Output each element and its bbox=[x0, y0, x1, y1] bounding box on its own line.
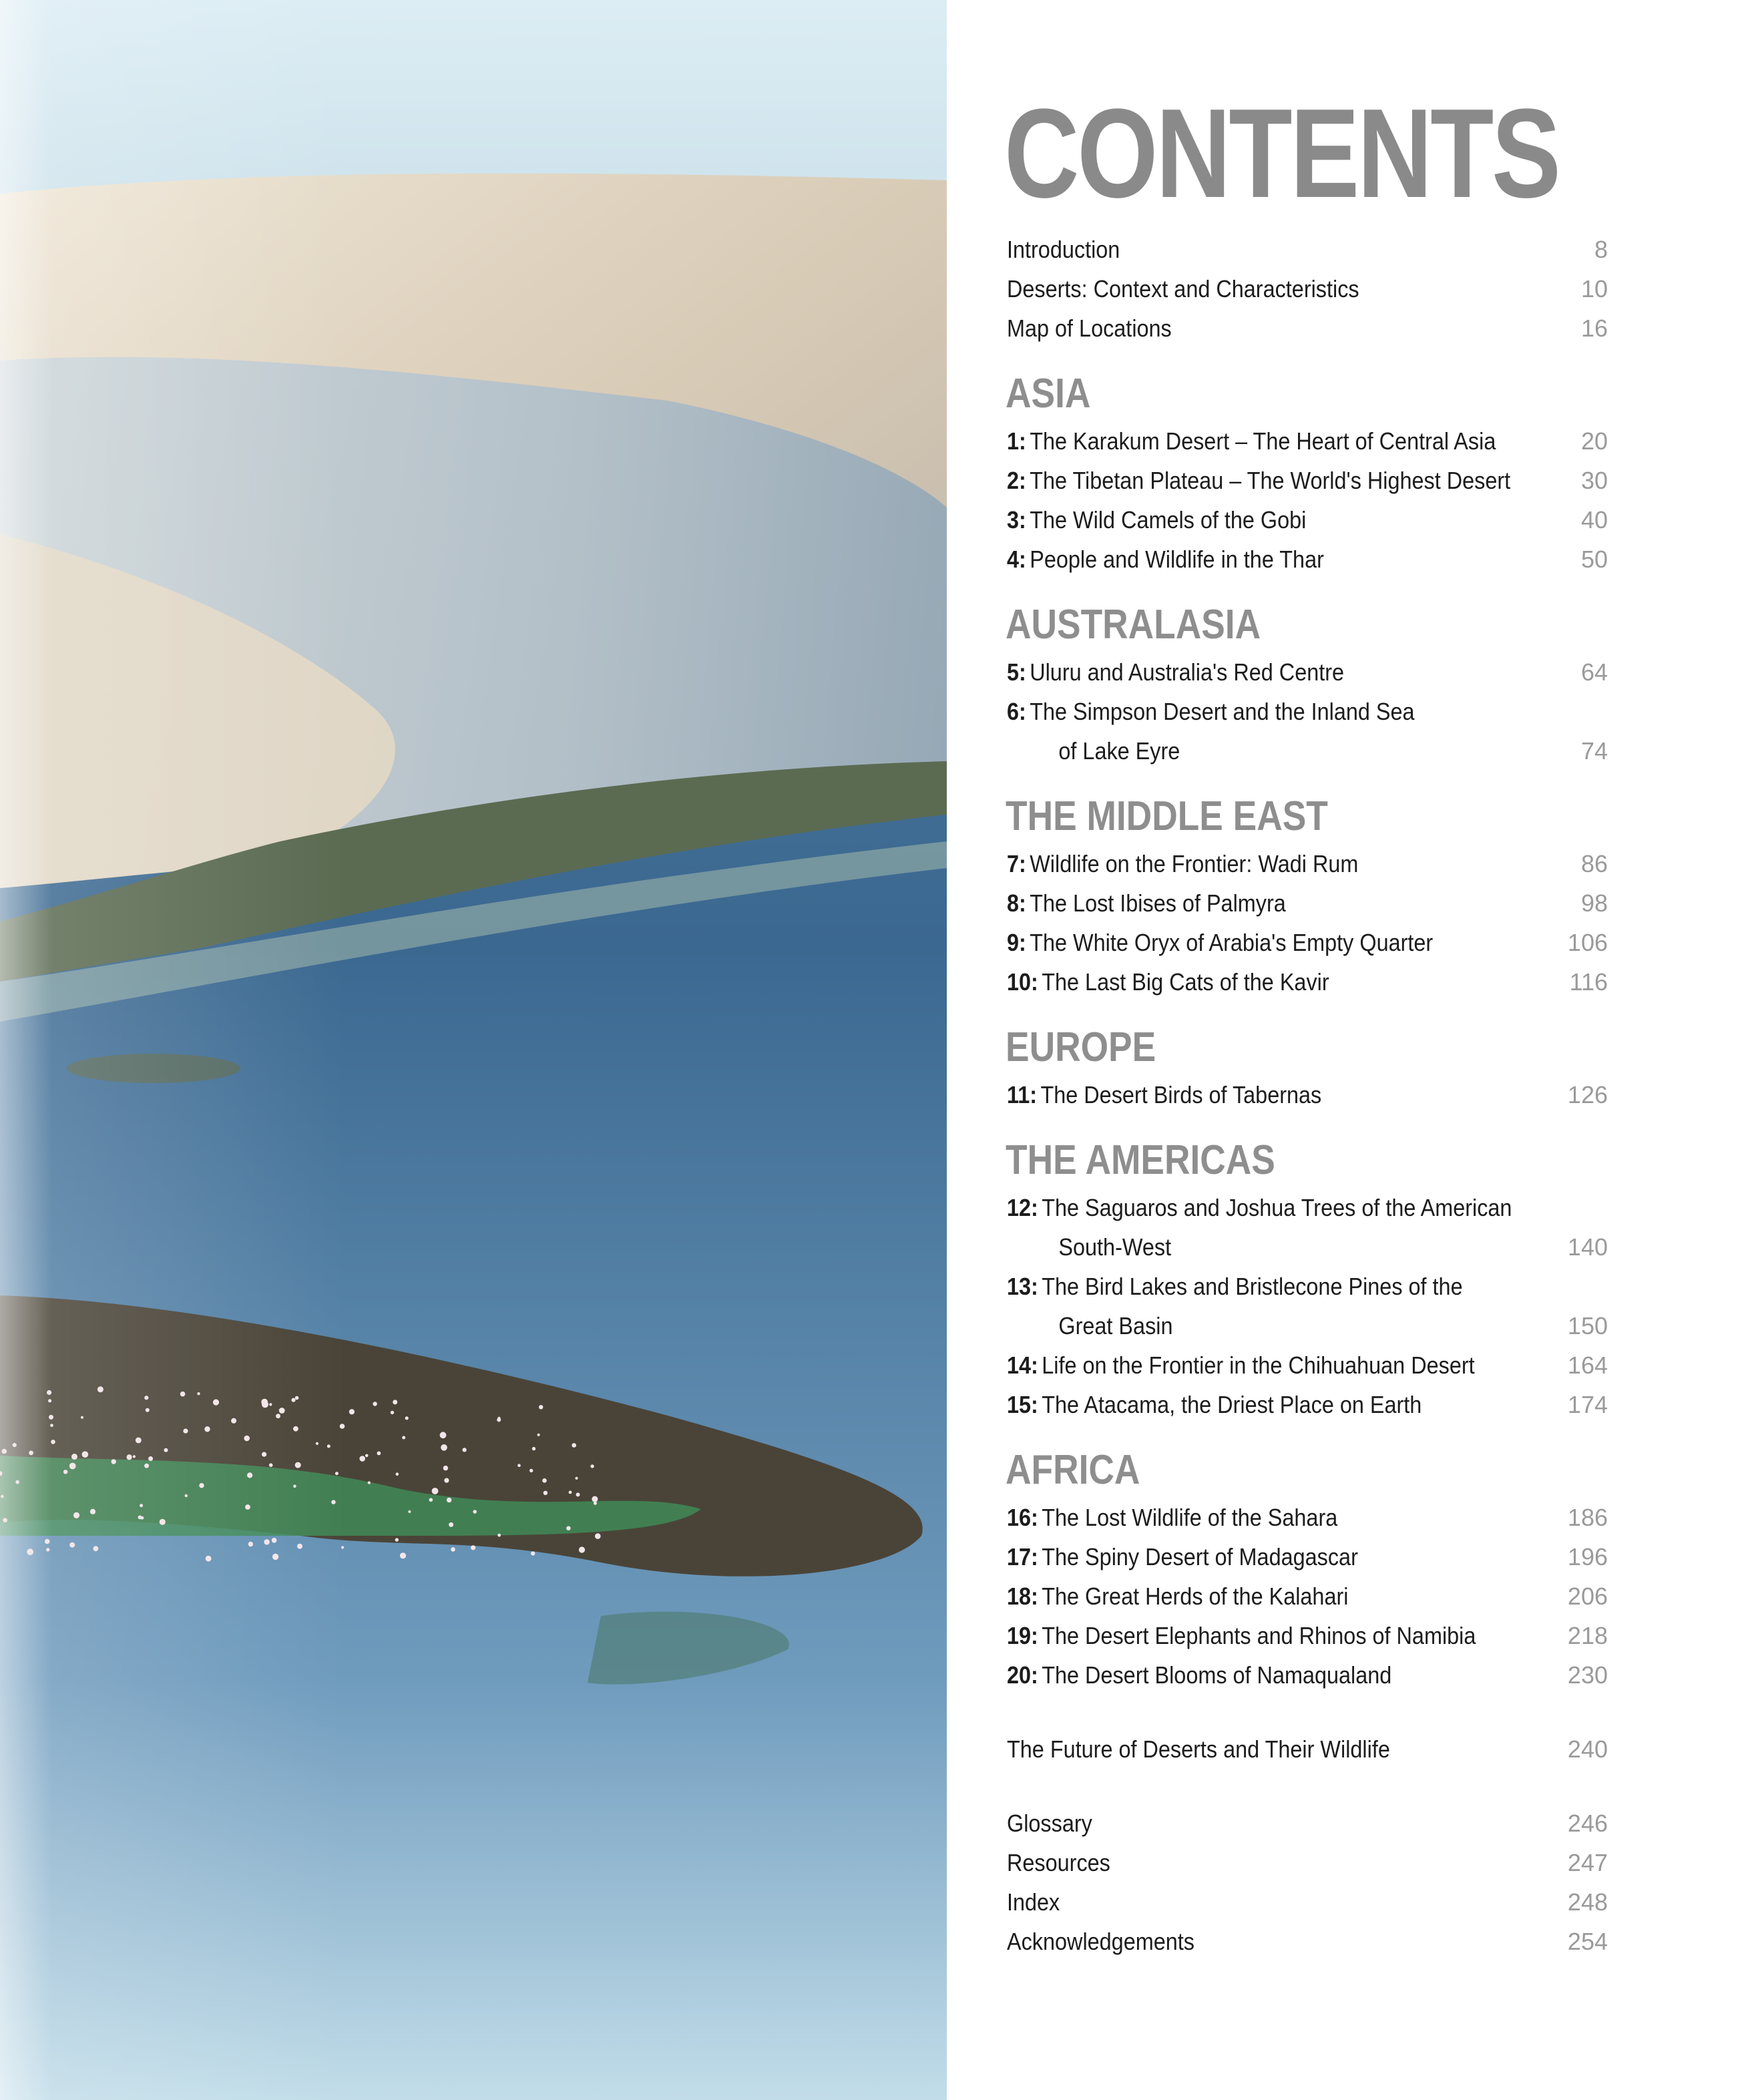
toc-entry[interactable] bbox=[1007, 883, 1608, 923]
flamingo-speck bbox=[269, 1463, 273, 1467]
flamingo-speck bbox=[531, 1551, 535, 1555]
flamingo-speck bbox=[27, 1548, 33, 1555]
toc-entry-page: 8 bbox=[1594, 236, 1608, 263]
flamingo-speck bbox=[393, 1400, 397, 1404]
toc-entry[interactable] bbox=[1007, 1729, 1608, 1769]
flamingo-speck bbox=[244, 1436, 250, 1442]
toc-entry-page: 116 bbox=[1569, 968, 1608, 996]
flamingo-speck bbox=[443, 1466, 448, 1470]
toc-entry[interactable] bbox=[1007, 1498, 1608, 1537]
flamingo-speck bbox=[569, 1491, 572, 1494]
flamingo-speck bbox=[136, 1438, 142, 1444]
toc-entry-label: The Tibetan Plateau – The World's Highest Desert bbox=[1030, 467, 1511, 494]
flamingo-speck bbox=[69, 1542, 75, 1548]
flamingo-speck bbox=[48, 1399, 51, 1402]
toc-entry-page: 98 bbox=[1580, 889, 1608, 917]
flamingo-speck bbox=[81, 1416, 83, 1419]
toc-entry-label: of Lake Eyre bbox=[1058, 737, 1180, 765]
chapter-number: 7: bbox=[1007, 850, 1026, 877]
toc-entry-page: 30 bbox=[1580, 467, 1608, 494]
flamingo-speck bbox=[261, 1399, 268, 1406]
toc-entry-page: 164 bbox=[1567, 1351, 1608, 1379]
toc-entry[interactable] bbox=[1007, 1537, 1608, 1577]
flamingo-speck bbox=[247, 1472, 252, 1478]
flamingo-speck bbox=[391, 1411, 394, 1414]
toc-entry-page: 254 bbox=[1567, 1928, 1608, 1955]
flamingo-speck bbox=[440, 1432, 447, 1438]
toc-entry-continuation[interactable] bbox=[1007, 1306, 1608, 1345]
flamingo-speck bbox=[441, 1444, 447, 1451]
chapter-number: 8: bbox=[1007, 889, 1026, 917]
toc-entry-page: 196 bbox=[1567, 1543, 1608, 1570]
flamingo-speck bbox=[295, 1396, 299, 1400]
flamingo-speck bbox=[1, 1495, 4, 1498]
flamingo-speck bbox=[45, 1539, 50, 1544]
chapter-number: 20: bbox=[1007, 1661, 1038, 1689]
flamingo-speck bbox=[148, 1456, 153, 1461]
toc-entry[interactable] bbox=[1007, 461, 1608, 500]
chapter-number: 10: bbox=[1007, 968, 1038, 996]
flamingo-speck bbox=[340, 1424, 345, 1429]
toc-entry[interactable] bbox=[1007, 1922, 1608, 1961]
toc-entry[interactable] bbox=[1007, 421, 1608, 461]
flamingo-speck bbox=[592, 1496, 598, 1502]
section-heading-americas: THE AMERICAS bbox=[1006, 1137, 1275, 1183]
flamingo-speck bbox=[341, 1546, 344, 1548]
flamingo-speck bbox=[594, 1502, 597, 1505]
chapter-number: 9: bbox=[1007, 929, 1026, 956]
toc-entry-page: 10 bbox=[1580, 275, 1608, 302]
flamingo-speck bbox=[138, 1516, 142, 1520]
chapter-number: 2: bbox=[1007, 467, 1026, 494]
toc-entry-page: 206 bbox=[1567, 1583, 1608, 1610]
toc-entry[interactable] bbox=[1007, 1075, 1608, 1114]
chapter-number: 18: bbox=[1007, 1583, 1038, 1610]
toc-entry-page: 240 bbox=[1567, 1735, 1608, 1763]
toc-entry-label: The White Oryx of Arabia's Empty Quarter bbox=[1030, 929, 1434, 956]
chapter-number: 13: bbox=[1007, 1273, 1038, 1300]
flamingo-speck bbox=[497, 1534, 501, 1537]
flamingo-speck bbox=[316, 1442, 318, 1445]
flamingo-speck bbox=[447, 1498, 451, 1502]
flamingo-speck bbox=[295, 1462, 301, 1468]
flamingo-speck bbox=[51, 1440, 55, 1444]
flamingo-speck bbox=[449, 1522, 453, 1527]
toc-entry-label: Map of Locations bbox=[1007, 314, 1172, 342]
toc-entry[interactable] bbox=[1007, 1804, 1608, 1843]
flamingo-speck bbox=[245, 1504, 250, 1510]
toc-entry[interactable] bbox=[1007, 500, 1608, 540]
toc-entry-label: The Lost Ibises of Palmyra bbox=[1030, 889, 1286, 917]
flamingo-speck bbox=[297, 1544, 302, 1549]
flamingo-speck bbox=[206, 1556, 212, 1562]
flamingo-speck bbox=[199, 1483, 204, 1488]
flamingo-speck bbox=[335, 1472, 339, 1475]
flamingo-speck bbox=[349, 1409, 355, 1414]
toc-entry-label: The Great Herds of the Kalahari bbox=[1042, 1583, 1349, 1610]
toc-entry-label: The Desert Birds of Tabernas bbox=[1040, 1081, 1322, 1108]
toc-entry[interactable] bbox=[1007, 1345, 1608, 1385]
chapter-number: 4: bbox=[1007, 546, 1026, 573]
flamingo-speck bbox=[293, 1426, 298, 1432]
flamingo-speck bbox=[127, 1454, 132, 1460]
toc-entry-page: 140 bbox=[1567, 1233, 1608, 1261]
chapter-number: 6: bbox=[1007, 698, 1026, 725]
flamingo-speck bbox=[160, 1519, 166, 1525]
toc-entry-label: The Last Big Cats of the Kavir bbox=[1042, 968, 1329, 996]
flamingo-speck bbox=[73, 1512, 79, 1518]
flamingo-speck bbox=[133, 1455, 136, 1458]
flamingo-speck bbox=[365, 1454, 369, 1458]
toc-entry-label: The Desert Elephants and Rhinos of Namibia bbox=[1042, 1622, 1476, 1649]
chapter-number: 19: bbox=[1007, 1622, 1038, 1649]
flamingo-speck bbox=[164, 1448, 168, 1452]
flamingo-speck bbox=[529, 1469, 533, 1472]
flamingo-speck bbox=[272, 1538, 277, 1543]
toc-entry-label: Deserts: Context and Characteristics bbox=[1007, 275, 1359, 302]
toc-entry-label: The Atacama, the Driest Place on Earth bbox=[1042, 1391, 1422, 1418]
flamingo-speck bbox=[377, 1452, 381, 1456]
toc-entry-page: 230 bbox=[1567, 1661, 1608, 1689]
flamingo-speck bbox=[13, 1443, 17, 1447]
front-matter-list bbox=[1007, 230, 1608, 348]
flamingo-speck bbox=[146, 1408, 150, 1412]
flamingo-speck bbox=[144, 1396, 148, 1400]
flamingo-speck bbox=[463, 1448, 467, 1452]
flamingo-speck bbox=[429, 1498, 433, 1502]
toc-entry-page: 40 bbox=[1580, 506, 1608, 534]
toc-entry-label: The Desert Blooms of Namaqualand bbox=[1042, 1661, 1392, 1689]
toc-entry-label: South-West bbox=[1058, 1233, 1172, 1261]
flamingo-speck bbox=[473, 1510, 477, 1514]
toc-entry-label: The Lost Wildlife of the Sahara bbox=[1042, 1504, 1338, 1531]
flamingo-speck bbox=[3, 1518, 7, 1522]
toc-entry[interactable] bbox=[1007, 308, 1608, 348]
closing-chapter bbox=[1007, 1729, 1608, 1769]
flamingo-speck bbox=[29, 1451, 33, 1456]
flamingo-speck bbox=[566, 1526, 570, 1530]
flamingo-speck bbox=[451, 1547, 455, 1552]
flamingo-speck bbox=[291, 1398, 295, 1402]
flamingo-speck bbox=[590, 1464, 594, 1468]
chapter-number: 14: bbox=[1007, 1351, 1038, 1379]
table-of-contents bbox=[1004, 83, 1608, 1961]
toc-entry-label: The Karakum Desert – The Heart of Central Asia bbox=[1030, 427, 1496, 455]
chapter-number: 11: bbox=[1007, 1081, 1038, 1108]
flamingo-speck bbox=[405, 1416, 409, 1420]
flamingo-speck bbox=[579, 1546, 585, 1552]
flamingo-speck bbox=[204, 1426, 210, 1432]
section-heading-middle-east: THE MIDDLE EAST bbox=[1006, 793, 1328, 839]
flamingo-speck bbox=[213, 1400, 219, 1406]
toc-entry-label: Life on the Frontier in the Chihuahuan Desert bbox=[1042, 1351, 1475, 1379]
flamingo-speck bbox=[331, 1500, 335, 1504]
section-heading-australasia: AUSTRALASIA bbox=[1006, 602, 1261, 648]
flamingo-speck bbox=[248, 1542, 253, 1546]
chapter-number: 5: bbox=[1007, 658, 1026, 686]
flamingo-speck bbox=[359, 1456, 365, 1462]
flamingo-speck bbox=[293, 1485, 296, 1488]
toc-entry[interactable] bbox=[1007, 844, 1608, 883]
flamingo-speck bbox=[542, 1478, 547, 1483]
flamingo-speck bbox=[368, 1481, 371, 1484]
toc-entry-continuation[interactable] bbox=[1007, 731, 1608, 771]
toc-entry-label: The Saguaros and Joshua Trees of the American bbox=[1042, 1194, 1512, 1221]
flamingo-speck bbox=[63, 1470, 67, 1474]
flamingo-speck bbox=[50, 1424, 53, 1427]
flamingo-speck bbox=[112, 1459, 116, 1464]
flamingo-speck bbox=[264, 1539, 269, 1544]
flamingo-speck bbox=[49, 1415, 53, 1420]
toc-entry-label: The Future of Deserts and Their Wildlife bbox=[1007, 1735, 1390, 1763]
chapter-number: 17: bbox=[1007, 1543, 1038, 1570]
toc-entry[interactable] bbox=[1007, 692, 1608, 731]
flamingo-speck bbox=[539, 1405, 543, 1409]
flamingo-speck bbox=[575, 1477, 578, 1480]
toc-entry-page: 50 bbox=[1580, 546, 1608, 573]
flamingo-speck bbox=[197, 1392, 200, 1395]
toc-entry-page: 246 bbox=[1567, 1810, 1608, 1837]
toc-entry-page: 16 bbox=[1580, 314, 1608, 342]
toc-entry-page: 174 bbox=[1567, 1391, 1608, 1418]
flamingo-speck bbox=[537, 1434, 540, 1436]
flamingo-speck bbox=[408, 1510, 411, 1513]
chapter-number: 15: bbox=[1007, 1391, 1038, 1418]
flamingo-speck bbox=[444, 1478, 449, 1483]
section-heading-asia: ASIA bbox=[1006, 371, 1091, 417]
flamingo-speck bbox=[47, 1390, 51, 1395]
flamingo-speck bbox=[97, 1386, 103, 1392]
toc-entry-label: Wildlife on the Frontier: Wadi Rum bbox=[1030, 850, 1359, 877]
toc-entry[interactable] bbox=[1007, 230, 1608, 269]
toc-entry-page: 150 bbox=[1567, 1312, 1608, 1339]
toc-entry[interactable] bbox=[1007, 1655, 1608, 1695]
toc-entry-label: Index bbox=[1007, 1888, 1060, 1916]
toc-entry-label: The Wild Camels of the Gobi bbox=[1030, 506, 1307, 534]
chapter-number: 3: bbox=[1007, 506, 1026, 534]
flamingo-speck bbox=[46, 1548, 49, 1551]
toc-entry-page: 126 bbox=[1567, 1081, 1608, 1108]
toc-entry[interactable] bbox=[1007, 1616, 1608, 1655]
flamingo-speck bbox=[90, 1509, 95, 1514]
flamingo-speck bbox=[396, 1472, 399, 1476]
toc-entry[interactable] bbox=[1007, 923, 1608, 962]
flamingo-speck bbox=[471, 1545, 475, 1550]
toc-entry-label: Great Basin bbox=[1058, 1312, 1173, 1339]
flamingo-speck bbox=[231, 1418, 236, 1424]
flamingo-speck bbox=[262, 1452, 266, 1457]
flamingo-speck bbox=[432, 1488, 439, 1494]
flamingo-speck bbox=[185, 1494, 188, 1497]
flamingo-speck bbox=[543, 1491, 548, 1495]
toc-entry[interactable] bbox=[1007, 1267, 1608, 1306]
toc-entry-page: 74 bbox=[1580, 737, 1608, 765]
flamingo-speck bbox=[82, 1451, 89, 1458]
chapter-number: 12: bbox=[1007, 1194, 1038, 1221]
toc-entry-label: The Simpson Desert and the Inland Sea bbox=[1030, 698, 1415, 725]
chapter-number: 1: bbox=[1007, 427, 1026, 455]
toc-entry-page: 64 bbox=[1580, 658, 1608, 686]
flamingo-speck bbox=[2, 1449, 7, 1454]
toc-entry[interactable] bbox=[1007, 962, 1608, 1002]
flamingo-speck bbox=[517, 1464, 521, 1467]
toc-entry[interactable] bbox=[1007, 1577, 1608, 1616]
toc-entry-page: 86 bbox=[1580, 850, 1608, 877]
flamingo-speck bbox=[276, 1414, 280, 1418]
toc-entry-page: 186 bbox=[1567, 1504, 1608, 1531]
flamingo-speck bbox=[327, 1444, 331, 1448]
flamingo-speck bbox=[373, 1402, 377, 1406]
flamingo-speck bbox=[279, 1408, 285, 1414]
toc-entry-label: Uluru and Australia's Red Centre bbox=[1030, 658, 1345, 686]
flamingo-speck bbox=[93, 1546, 99, 1551]
flamingo-speck bbox=[572, 1443, 576, 1448]
toc-entry[interactable] bbox=[1007, 1188, 1608, 1227]
toc-entry[interactable] bbox=[1007, 1882, 1608, 1922]
flamingo-speck bbox=[576, 1492, 580, 1496]
flamingo-speck bbox=[272, 1554, 278, 1560]
toc-entry-page: 218 bbox=[1567, 1622, 1608, 1649]
toc-entry-continuation[interactable] bbox=[1007, 1227, 1608, 1267]
flamingo-speck bbox=[595, 1533, 601, 1539]
back-matter-list bbox=[1007, 1804, 1608, 1961]
toc-entry-label: Glossary bbox=[1007, 1810, 1092, 1837]
flamingo-speck bbox=[15, 1480, 19, 1484]
flamingo-speck bbox=[269, 1403, 272, 1406]
toc-entry[interactable] bbox=[1007, 1843, 1608, 1882]
flamingo-speck bbox=[532, 1447, 535, 1450]
page-title: CONTENTS bbox=[1004, 83, 1559, 224]
toc-entry-label: Introduction bbox=[1007, 236, 1120, 263]
chapter-number: 16: bbox=[1007, 1504, 1038, 1531]
flamingo-speck bbox=[395, 1538, 399, 1541]
flamingo-speck bbox=[69, 1463, 76, 1470]
flamingo-speck bbox=[183, 1429, 188, 1434]
toc-entry-label: Acknowledgements bbox=[1007, 1928, 1194, 1955]
toc-entry-label: The Bird Lakes and Bristlecone Pines of the bbox=[1042, 1273, 1463, 1300]
toc-entry[interactable] bbox=[1007, 652, 1608, 692]
toc-entry-label: People and Wildlife in the Thar bbox=[1030, 546, 1324, 573]
toc-entry-page: 247 bbox=[1567, 1849, 1608, 1876]
toc-entry-page: 106 bbox=[1567, 929, 1608, 956]
toc-entry-label: The Spiny Desert of Madagascar bbox=[1042, 1543, 1358, 1570]
section-heading-africa: AFRICA bbox=[1006, 1447, 1140, 1493]
flamingo-speck bbox=[144, 1464, 149, 1468]
toc-entry-page: 248 bbox=[1567, 1888, 1608, 1916]
flamingo-speck bbox=[71, 1454, 77, 1460]
section-heading-europe: EUROPE bbox=[1006, 1024, 1156, 1070]
flamingo-speck bbox=[497, 1418, 501, 1422]
toc-entry[interactable] bbox=[1007, 1385, 1608, 1424]
flamingo-speck bbox=[400, 1552, 406, 1558]
toc-entry-page: 20 bbox=[1580, 427, 1608, 455]
toc-entry-label: Resources bbox=[1007, 1849, 1110, 1876]
toc-entry[interactable] bbox=[1007, 540, 1608, 579]
toc-entry[interactable] bbox=[1007, 269, 1608, 308]
flamingo-speck bbox=[140, 1504, 143, 1507]
flamingo-speck bbox=[180, 1392, 186, 1397]
flamingo-speck bbox=[402, 1436, 405, 1440]
